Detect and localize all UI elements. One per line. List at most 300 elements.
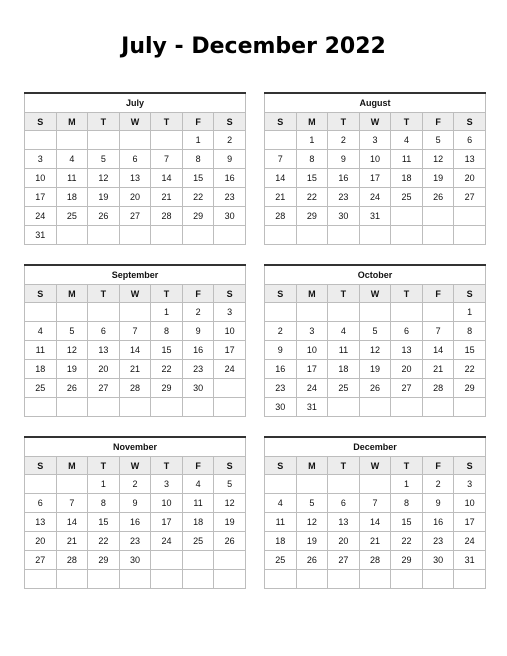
day-cell: 21: [422, 360, 454, 379]
empty-day-cell: [328, 226, 360, 245]
day-cell: 24: [214, 360, 246, 379]
weekday-header: T: [88, 457, 120, 475]
day-cell: 15: [391, 513, 423, 532]
empty-day-cell: [56, 398, 88, 417]
day-cell: 14: [422, 341, 454, 360]
day-cell: 9: [119, 494, 151, 513]
day-cell: 15: [454, 341, 486, 360]
empty-day-cell: [422, 398, 454, 417]
empty-day-cell: [182, 570, 214, 589]
week-row: [265, 570, 486, 589]
day-cell: 31: [25, 226, 57, 245]
day-cell: 8: [88, 494, 120, 513]
weekday-header-row: [265, 285, 486, 303]
day-cell: 22: [182, 188, 214, 207]
week-row: [265, 551, 486, 570]
empty-day-cell: [214, 398, 246, 417]
day-cell: 25: [25, 379, 57, 398]
day-cell: 20: [454, 169, 486, 188]
month-header-row: [265, 265, 486, 285]
empty-day-cell: [454, 226, 486, 245]
weekday-header: S: [214, 457, 246, 475]
day-cell: 27: [328, 551, 360, 570]
weekday-header-row: [265, 113, 486, 131]
day-cell: 1: [151, 303, 183, 322]
day-cell: 26: [88, 207, 120, 226]
weekday-header: M: [56, 113, 88, 131]
day-cell: 8: [391, 494, 423, 513]
weekday-header: W: [359, 113, 391, 131]
weekday-header: T: [391, 285, 423, 303]
month-header-row: [25, 437, 246, 457]
day-cell: 21: [119, 360, 151, 379]
empty-day-cell: [25, 475, 57, 494]
empty-day-cell: [182, 551, 214, 570]
day-cell: 8: [454, 322, 486, 341]
day-cell: 10: [214, 322, 246, 341]
day-cell: 3: [214, 303, 246, 322]
weekday-header: F: [422, 457, 454, 475]
month-table: [264, 264, 486, 417]
day-cell: 21: [56, 532, 88, 551]
day-cell: 8: [182, 150, 214, 169]
month-table: [264, 436, 486, 589]
day-cell: 13: [328, 513, 360, 532]
day-cell: 30: [265, 398, 297, 417]
empty-day-cell: [214, 551, 246, 570]
day-cell: 23: [182, 360, 214, 379]
day-cell: 27: [391, 379, 423, 398]
week-row: [265, 494, 486, 513]
month-table: [24, 264, 246, 417]
day-cell: 6: [25, 494, 57, 513]
day-cell: 19: [56, 360, 88, 379]
day-cell: 15: [182, 169, 214, 188]
week-row: [25, 513, 246, 532]
day-cell: 28: [151, 207, 183, 226]
day-cell: 14: [359, 513, 391, 532]
day-cell: 29: [391, 551, 423, 570]
day-cell: 30: [422, 551, 454, 570]
week-row: [265, 150, 486, 169]
day-cell: 17: [151, 513, 183, 532]
day-cell: 28: [359, 551, 391, 570]
empty-day-cell: [359, 226, 391, 245]
empty-day-cell: [265, 475, 297, 494]
day-cell: 2: [182, 303, 214, 322]
empty-day-cell: [182, 226, 214, 245]
day-cell: 25: [182, 532, 214, 551]
empty-day-cell: [359, 398, 391, 417]
empty-day-cell: [151, 131, 183, 150]
weekday-header: T: [328, 457, 360, 475]
day-cell: 12: [296, 513, 328, 532]
day-cell: 11: [265, 513, 297, 532]
empty-day-cell: [119, 570, 151, 589]
day-cell: 14: [119, 341, 151, 360]
empty-day-cell: [151, 551, 183, 570]
empty-day-cell: [296, 226, 328, 245]
day-cell: 30: [214, 207, 246, 226]
day-cell: 6: [88, 322, 120, 341]
day-cell: 25: [265, 551, 297, 570]
empty-day-cell: [56, 570, 88, 589]
day-cell: 9: [214, 150, 246, 169]
day-cell: 14: [265, 169, 297, 188]
empty-day-cell: [359, 475, 391, 494]
day-cell: 20: [391, 360, 423, 379]
day-cell: 15: [151, 341, 183, 360]
empty-day-cell: [359, 570, 391, 589]
day-cell: 26: [56, 379, 88, 398]
day-cell: 26: [359, 379, 391, 398]
day-cell: 17: [296, 360, 328, 379]
month-july: [24, 92, 246, 245]
day-cell: 8: [296, 150, 328, 169]
empty-day-cell: [422, 303, 454, 322]
weekday-header: F: [182, 285, 214, 303]
empty-day-cell: [56, 226, 88, 245]
month-name: July: [25, 93, 246, 113]
week-row: [265, 475, 486, 494]
day-cell: 24: [359, 188, 391, 207]
day-cell: 13: [88, 341, 120, 360]
weekday-header: M: [56, 285, 88, 303]
day-cell: 5: [56, 322, 88, 341]
day-cell: 4: [391, 131, 423, 150]
day-cell: 31: [359, 207, 391, 226]
day-cell: 6: [391, 322, 423, 341]
day-cell: 14: [151, 169, 183, 188]
weekday-header: W: [119, 457, 151, 475]
empty-day-cell: [119, 131, 151, 150]
day-cell: 23: [265, 379, 297, 398]
day-cell: 5: [296, 494, 328, 513]
weekday-header: T: [151, 457, 183, 475]
weekday-header: F: [182, 113, 214, 131]
day-cell: 15: [296, 169, 328, 188]
empty-day-cell: [25, 131, 57, 150]
week-row: [25, 207, 246, 226]
weekday-header: M: [296, 113, 328, 131]
day-cell: 7: [422, 322, 454, 341]
weekday-header: W: [359, 457, 391, 475]
empty-day-cell: [391, 398, 423, 417]
weekday-header: T: [391, 113, 423, 131]
week-row: [25, 494, 246, 513]
day-cell: 24: [454, 532, 486, 551]
empty-day-cell: [391, 303, 423, 322]
day-cell: 15: [88, 513, 120, 532]
day-cell: 16: [214, 169, 246, 188]
day-cell: 4: [56, 150, 88, 169]
empty-day-cell: [422, 570, 454, 589]
weekday-header: M: [296, 285, 328, 303]
day-cell: 22: [391, 532, 423, 551]
weekday-header: S: [25, 285, 57, 303]
day-cell: 26: [214, 532, 246, 551]
day-cell: 4: [328, 322, 360, 341]
weekday-header: T: [88, 285, 120, 303]
day-cell: 7: [56, 494, 88, 513]
day-cell: 13: [25, 513, 57, 532]
month-december: [264, 436, 486, 589]
week-row: [265, 207, 486, 226]
day-cell: 6: [328, 494, 360, 513]
day-cell: 12: [214, 494, 246, 513]
weekday-header: S: [25, 457, 57, 475]
weekday-header: W: [359, 285, 391, 303]
day-cell: 29: [182, 207, 214, 226]
day-cell: 14: [56, 513, 88, 532]
empty-day-cell: [265, 226, 297, 245]
empty-day-cell: [328, 475, 360, 494]
weekday-header: F: [182, 457, 214, 475]
day-cell: 16: [119, 513, 151, 532]
weekday-header-row: [265, 457, 486, 475]
day-cell: 25: [391, 188, 423, 207]
empty-day-cell: [25, 398, 57, 417]
day-cell: 22: [88, 532, 120, 551]
empty-day-cell: [214, 379, 246, 398]
week-row: [265, 322, 486, 341]
empty-day-cell: [296, 475, 328, 494]
day-cell: 27: [119, 207, 151, 226]
day-cell: 24: [25, 207, 57, 226]
day-cell: 8: [151, 322, 183, 341]
day-cell: 16: [328, 169, 360, 188]
day-cell: 30: [328, 207, 360, 226]
empty-day-cell: [56, 303, 88, 322]
weekday-header: S: [454, 457, 486, 475]
weekday-header-row: [25, 457, 246, 475]
week-row: [265, 131, 486, 150]
weekday-header: S: [265, 113, 297, 131]
weekday-header: T: [151, 113, 183, 131]
day-cell: 24: [151, 532, 183, 551]
day-cell: 23: [328, 188, 360, 207]
empty-day-cell: [56, 475, 88, 494]
day-cell: 9: [328, 150, 360, 169]
day-cell: 22: [296, 188, 328, 207]
empty-day-cell: [359, 303, 391, 322]
month-name: October: [265, 265, 486, 285]
day-cell: 1: [391, 475, 423, 494]
day-cell: 10: [296, 341, 328, 360]
day-cell: 5: [422, 131, 454, 150]
day-cell: 19: [359, 360, 391, 379]
month-november: [24, 436, 246, 589]
day-cell: 11: [25, 341, 57, 360]
empty-day-cell: [119, 398, 151, 417]
day-cell: 17: [214, 341, 246, 360]
weekday-header: T: [88, 113, 120, 131]
empty-day-cell: [25, 303, 57, 322]
week-row: [265, 398, 486, 417]
day-cell: 7: [151, 150, 183, 169]
day-cell: 23: [119, 532, 151, 551]
day-cell: 26: [422, 188, 454, 207]
month-august: [264, 92, 486, 245]
day-cell: 5: [214, 475, 246, 494]
week-row: [265, 188, 486, 207]
empty-day-cell: [25, 570, 57, 589]
empty-day-cell: [328, 303, 360, 322]
day-cell: 23: [214, 188, 246, 207]
week-row: [25, 150, 246, 169]
day-cell: 7: [265, 150, 297, 169]
day-cell: 3: [296, 322, 328, 341]
day-cell: 20: [328, 532, 360, 551]
empty-day-cell: [151, 226, 183, 245]
week-row: [265, 360, 486, 379]
day-cell: 28: [422, 379, 454, 398]
month-header-row: [25, 93, 246, 113]
day-cell: 16: [182, 341, 214, 360]
empty-day-cell: [454, 398, 486, 417]
day-cell: 1: [454, 303, 486, 322]
week-row: [25, 551, 246, 570]
month-table: [24, 92, 246, 245]
month-name: August: [265, 93, 486, 113]
day-cell: 29: [88, 551, 120, 570]
weekday-header: M: [296, 457, 328, 475]
day-cell: 12: [88, 169, 120, 188]
week-row: [25, 475, 246, 494]
month-name: November: [25, 437, 246, 457]
month-header-row: [265, 93, 486, 113]
day-cell: 12: [422, 150, 454, 169]
day-cell: 1: [182, 131, 214, 150]
day-cell: 2: [422, 475, 454, 494]
month-table: [264, 92, 486, 245]
week-row: [265, 379, 486, 398]
week-row: [25, 398, 246, 417]
weekday-header: S: [265, 285, 297, 303]
empty-day-cell: [391, 207, 423, 226]
empty-day-cell: [454, 570, 486, 589]
day-cell: 9: [265, 341, 297, 360]
week-row: [25, 360, 246, 379]
day-cell: 2: [119, 475, 151, 494]
week-row: [265, 513, 486, 532]
day-cell: 21: [151, 188, 183, 207]
day-cell: 21: [265, 188, 297, 207]
day-cell: 11: [391, 150, 423, 169]
day-cell: 20: [119, 188, 151, 207]
week-row: [265, 341, 486, 360]
day-cell: 3: [454, 475, 486, 494]
day-cell: 10: [359, 150, 391, 169]
day-cell: 13: [454, 150, 486, 169]
day-cell: 2: [265, 322, 297, 341]
day-cell: 27: [454, 188, 486, 207]
day-cell: 9: [422, 494, 454, 513]
month-name: December: [265, 437, 486, 457]
empty-day-cell: [391, 226, 423, 245]
weekday-header: S: [214, 113, 246, 131]
day-cell: 22: [454, 360, 486, 379]
day-cell: 3: [25, 150, 57, 169]
empty-day-cell: [88, 570, 120, 589]
day-cell: 16: [422, 513, 454, 532]
day-cell: 28: [265, 207, 297, 226]
day-cell: 18: [56, 188, 88, 207]
day-cell: 18: [25, 360, 57, 379]
day-cell: 4: [25, 322, 57, 341]
day-cell: 17: [454, 513, 486, 532]
day-cell: 19: [88, 188, 120, 207]
day-cell: 18: [182, 513, 214, 532]
empty-day-cell: [119, 226, 151, 245]
weekday-header: S: [454, 113, 486, 131]
day-cell: 10: [25, 169, 57, 188]
day-cell: 19: [214, 513, 246, 532]
week-row: [25, 379, 246, 398]
day-cell: 4: [265, 494, 297, 513]
day-cell: 19: [296, 532, 328, 551]
weekday-header: T: [328, 285, 360, 303]
day-cell: 3: [359, 131, 391, 150]
day-cell: 31: [296, 398, 328, 417]
week-row: [265, 226, 486, 245]
day-cell: 17: [359, 169, 391, 188]
day-cell: 2: [214, 131, 246, 150]
month-header-row: [25, 265, 246, 285]
day-cell: 10: [151, 494, 183, 513]
day-cell: 18: [391, 169, 423, 188]
week-row: [25, 341, 246, 360]
day-cell: 30: [182, 379, 214, 398]
empty-day-cell: [119, 303, 151, 322]
day-cell: 20: [25, 532, 57, 551]
month-table: [24, 436, 246, 589]
weekday-header: T: [151, 285, 183, 303]
empty-day-cell: [265, 303, 297, 322]
week-row: [25, 570, 246, 589]
day-cell: 1: [88, 475, 120, 494]
day-cell: 24: [296, 379, 328, 398]
day-cell: 19: [422, 169, 454, 188]
day-cell: 13: [119, 169, 151, 188]
day-cell: 26: [296, 551, 328, 570]
weekday-header: S: [25, 113, 57, 131]
empty-day-cell: [391, 570, 423, 589]
day-cell: 25: [56, 207, 88, 226]
empty-day-cell: [88, 226, 120, 245]
empty-day-cell: [265, 570, 297, 589]
empty-day-cell: [88, 131, 120, 150]
day-cell: 9: [182, 322, 214, 341]
day-cell: 28: [119, 379, 151, 398]
week-row: [265, 532, 486, 551]
empty-day-cell: [422, 226, 454, 245]
week-row: [25, 303, 246, 322]
empty-day-cell: [182, 398, 214, 417]
empty-day-cell: [88, 398, 120, 417]
month-september: [24, 264, 246, 417]
empty-day-cell: [151, 398, 183, 417]
day-cell: 13: [391, 341, 423, 360]
empty-day-cell: [88, 303, 120, 322]
week-row: [25, 131, 246, 150]
weekday-header: W: [119, 113, 151, 131]
day-cell: 18: [265, 532, 297, 551]
day-cell: 12: [359, 341, 391, 360]
day-cell: 29: [454, 379, 486, 398]
day-cell: 23: [422, 532, 454, 551]
day-cell: 10: [454, 494, 486, 513]
